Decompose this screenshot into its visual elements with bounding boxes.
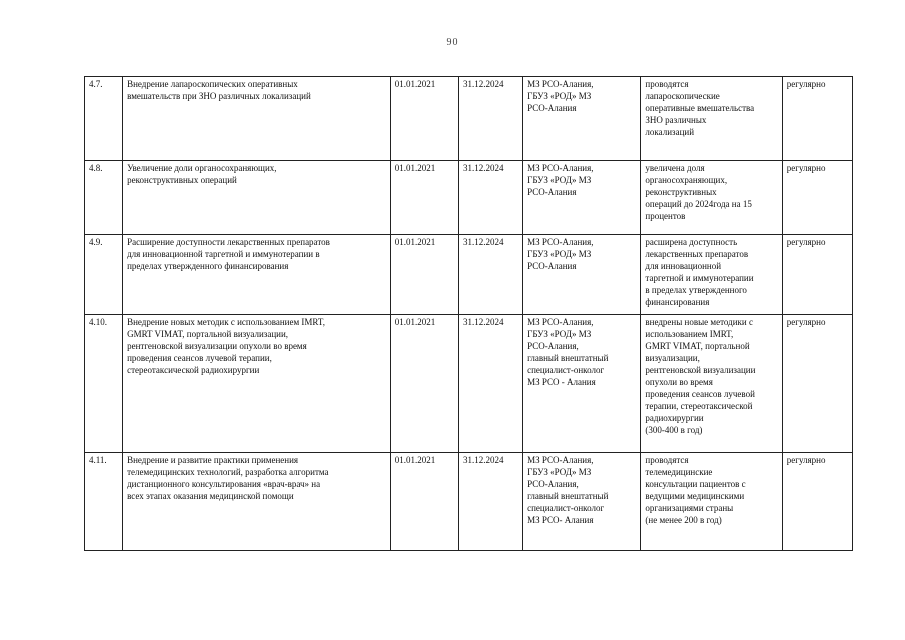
executor: МЗ РСО-Алания, ГБУЗ «РОД» МЗ РСО-Алания <box>523 161 641 235</box>
activities-table <box>84 76 853 551</box>
end-date: 31.12.2024 <box>458 235 522 315</box>
expected-result: проводятся телемедицинские консультации пациентов с ведущими медицинскими организациями страны (не менее 200 в год) <box>641 453 782 551</box>
table-row <box>85 315 853 453</box>
start-date: 01.01.2021 <box>390 161 458 235</box>
end-date: 31.12.2024 <box>458 315 522 453</box>
executor: МЗ РСО-Алания, ГБУЗ «РОД» МЗ РСО-Алания <box>523 235 641 315</box>
expected-result: увеличена доля органосохраняющих, реконструктивных операций до 2024года на 15 процентов <box>641 161 782 235</box>
activity-name: Внедрение и развитие практики применения телемедицинских технологий, разработка алгоритма дистанционного консультирования «врач-врач» на всех этапах оказания медицинской помощи <box>123 453 391 551</box>
row-number: 4.10. <box>85 315 123 453</box>
frequency: регулярно <box>782 315 852 453</box>
expected-result: проводятся лапароскопические оперативные вмешательства ЗНО различных локализаций <box>641 77 782 161</box>
end-date: 31.12.2024 <box>458 161 522 235</box>
activity-name: Внедрение лапароскопических оперативных вмешательств при ЗНО различных локализаций <box>123 77 391 161</box>
expected-result: расширена доступность лекарственных препаратов для инновационной таргетной и иммунотерапии в пределах утвержденного финансирования <box>641 235 782 315</box>
row-number: 4.8. <box>85 161 123 235</box>
frequency: регулярно <box>782 235 852 315</box>
start-date: 01.01.2021 <box>390 235 458 315</box>
start-date: 01.01.2021 <box>390 453 458 551</box>
frequency: регулярно <box>782 161 852 235</box>
table-row <box>85 235 853 315</box>
row-number: 4.9. <box>85 235 123 315</box>
table-row <box>85 161 853 235</box>
executor: МЗ РСО-Алания, ГБУЗ «РОД» МЗ РСО-Алания, главный внештатный специалист-онколог МЗ РСО- Алания <box>523 453 641 551</box>
end-date: 31.12.2024 <box>458 453 522 551</box>
page-number: 90 <box>446 37 459 48</box>
expected-result: внедрены новые методики с использованием IMRT, GMRT VIMAT, портальной визуализации, рентгеновской визуализации опухоли во время проведения сеансов лучевой терапии, стереотаксической радиохирургии (300-400 в год) <box>641 315 782 453</box>
table-row <box>85 453 853 551</box>
frequency: регулярно <box>782 77 852 161</box>
frequency: регулярно <box>782 453 852 551</box>
table-row <box>85 77 853 161</box>
activity-name: Расширение доступности лекарственных препаратов для инновационной таргетной и иммунотерапии в пределах утвержденного финансирования <box>123 235 391 315</box>
end-date: 31.12.2024 <box>458 77 522 161</box>
row-number: 4.11. <box>85 453 123 551</box>
activity-name: Увеличение доли органосохраняющих, реконструктивных операций <box>123 161 391 235</box>
start-date: 01.01.2021 <box>390 315 458 453</box>
executor: МЗ РСО-Алания, ГБУЗ «РОД» МЗ РСО-Алания, главный внештатный специалист-онколог МЗ РСО - Алания <box>523 315 641 453</box>
row-number: 4.7. <box>85 77 123 161</box>
executor: МЗ РСО-Алания, ГБУЗ «РОД» МЗ РСО-Алания <box>523 77 641 161</box>
activity-name: Внедрение новых методик с использованием IMRT, GMRT VIMAT, портальной визуализации, рентгеновской визуализации опухоли во время проведения сеансов лучевой терапии, стереотаксической радиохирургии <box>123 315 391 453</box>
start-date: 01.01.2021 <box>390 77 458 161</box>
